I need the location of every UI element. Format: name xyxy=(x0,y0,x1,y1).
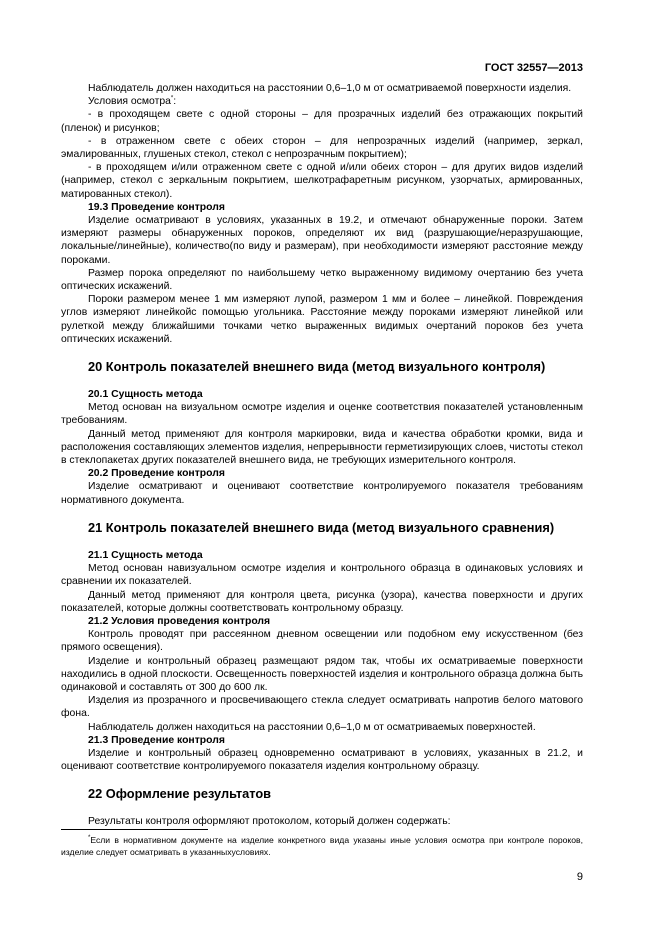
footnote-text: Если в нормативном документе на изделие конкретного вида указаны иные условия осмотра при контроле пороков, изделие следует осматривать в указанныхусловиях. xyxy=(61,835,583,857)
paragraph: Контроль проводят при рассеянном дневном освещении или подобном ему искусственном (без прямого освещения). xyxy=(61,629,583,654)
paragraph: Данный метод применяют для контроля маркировки, вида и качества обработки кромки, вида и расположения составляющих элементов изделия, непрерывности герметизирующих слоев, чистоты стекол в стеклопакетах других показателей внешнего вида, не требующих измерительного контроля. xyxy=(61,428,583,467)
footnote-divider xyxy=(61,829,208,830)
paragraph: Метод основан на визуальном осмотре изделия и оценке соответствия показателей установленным требованиям. xyxy=(61,402,583,427)
paragraph: Наблюдатель должен находиться на расстоянии 0,6–1,0 м от осматриваемых поверхностей. xyxy=(88,721,536,733)
subsection-heading-20-2: 20.2 Проведение контроля xyxy=(88,468,225,480)
page-number: 9 xyxy=(576,871,583,883)
paragraph: Изделия из прозрачного и просвечивающего стекла следует осматривать напротив белого матового фона. xyxy=(61,695,583,720)
subsection-heading-21-1: 21.1 Сущность метода xyxy=(88,549,203,561)
list-item: - в проходящем и/или отраженном свете с одной и/или обеих сторон – для других видов изделий (например, стекол с зеркальным покрытием, шелкотрафаретным рисунком, узорчатых, армированных, матированных стекол). xyxy=(61,162,583,200)
paragraph: Результаты контроля оформляют протоколом, который должен содержать: xyxy=(88,816,451,828)
list-item: - в проходящем свете с одной стороны – для прозрачных изделий без отражающих покрытий (пленок) и рисунков; xyxy=(61,109,583,134)
paragraph: Наблюдатель должен находиться на расстоянии 0,6–1,0 м от осматриваемой поверхности изделия. xyxy=(88,83,572,94)
subsection-heading-21-2: 21.2 Условия проведения контроля xyxy=(88,615,271,627)
paragraph: Изделие и контрольный образец одновременно осматривают в условиях, указанных в 21.2, и оценивают соответствие контролируемого показателя изделия контрольному образцу. xyxy=(61,747,583,773)
paragraph: Данный метод применяют для контроля цвета, рисунка (узора), качества поверхности и других показателей, которые должны соответствовать контрольному образцу. xyxy=(61,589,583,614)
section-heading-20: 20 Контроль показателей внешнего вида (метод визуального контроля) xyxy=(88,359,546,375)
footnote xyxy=(61,834,583,858)
paragraph-inspection-conditions: Условия осмотра*: xyxy=(88,95,177,108)
document-standard-header: ГОСТ 32557—2013 xyxy=(484,62,583,74)
subsection-heading-20-1: 20.1 Сущность метода xyxy=(88,389,203,401)
paragraph: Изделие осматривают и оценивают соответствие контролируемого показателя требованиям нормативного документа. xyxy=(61,481,583,506)
paragraph: Пороки размером менее 1 мм измеряют лупой, размером 1 мм и более – линейкой. Повреждения углов измеряют линейкойс помощью угольника. Расстояние между пороками измеряют линейкой или рулеткой между ближайшими точками четко выраженных видимых очертаний пороков без учета оптических искажений. xyxy=(61,294,583,345)
paragraph: Изделие и контрольный образец размещают рядом так, чтобы их осматриваемые поверхности находились в одной плоскости. Освещенность поверхностей изделия и контрольного образца должна быть одинаковой и составлять от 300 до 600 лк. xyxy=(61,655,583,693)
section-heading-21: 21 Контроль показателей внешнего вида (метод визуального сравнения) xyxy=(88,519,555,535)
paragraph: Размер порока определяют по наибольшему четко выраженному видимому очертанию без учета оптических искажений. xyxy=(61,267,583,293)
section-heading-22: 22 Оформление результатов xyxy=(88,786,272,802)
paragraph: Метод основан навизуальном осмотре изделия и контрольного образца в одинаковых условиях и сравнении их показателей. xyxy=(61,563,583,588)
subsection-heading-21-3: 21.3 Проведение контроля xyxy=(88,734,225,746)
list-item: - в отраженном свете с обеих сторон – для непрозрачных изделий (например, зеркал, эмалированных, глушеных стекол, стекол с непрозрачным покрытием); xyxy=(61,135,583,161)
footnote-reference: * xyxy=(170,95,174,102)
subsection-heading-19-3: 19.3 Проведение контроля xyxy=(88,201,225,213)
paragraph: Изделие осматривают в условиях, указанных в 19.2, и отмечают обнаруженные пороки. Затем измеряют размеры обнаруженных пороков, определяют их вид (разрушающие/неразрушающие, локальные/линейные), количество(по виду и размерам), при необходимости измеряют расстояние между пороками. xyxy=(61,215,583,266)
page-body xyxy=(61,82,583,829)
inspection-conditions-label: Условия осмотра xyxy=(88,96,171,108)
footnote-mark: * xyxy=(88,835,91,842)
